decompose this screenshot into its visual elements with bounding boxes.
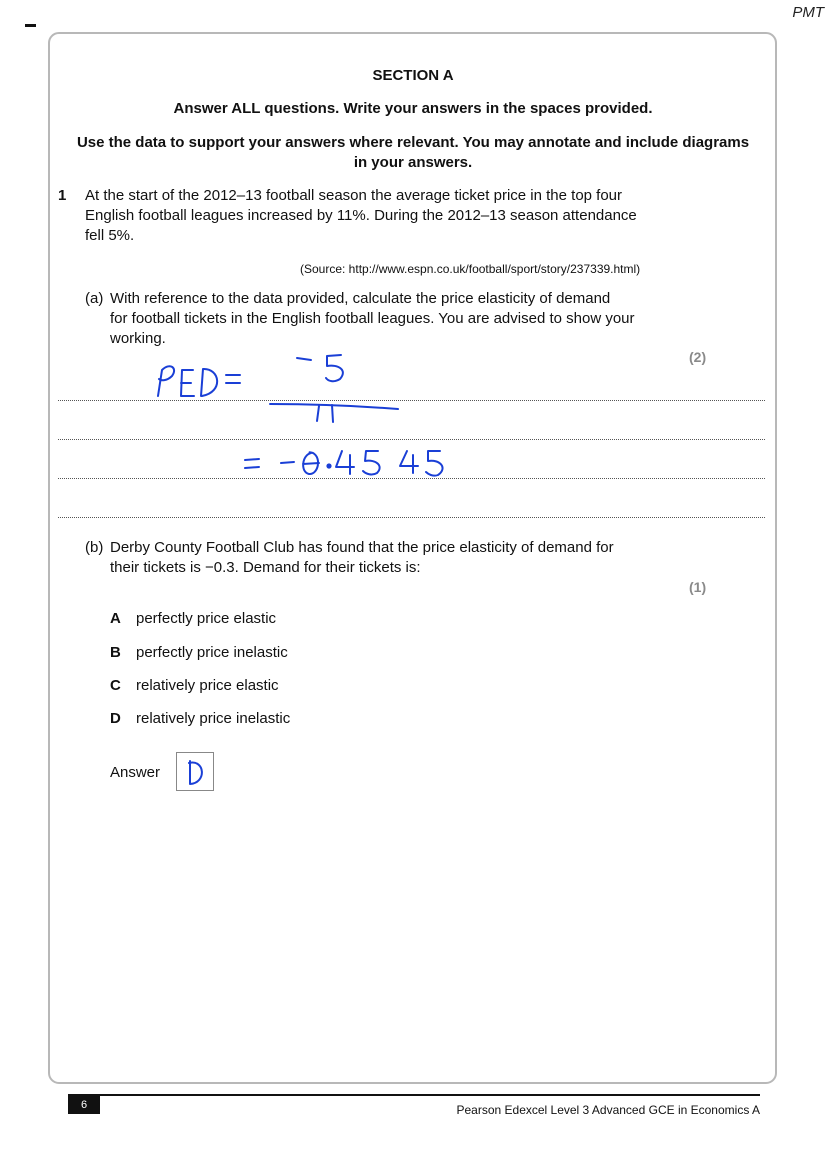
option-d-letter: D: [110, 710, 121, 727]
source-citation: (Source: http://www.espn.co.uk/football/sport/story/237339.html): [300, 262, 641, 276]
question-number: 1: [58, 187, 67, 204]
corner-mark: PMT: [792, 4, 824, 21]
option-c-text: relatively price elastic: [136, 677, 279, 694]
answer-box[interactable]: [176, 752, 214, 791]
part-b-marks: (1): [689, 579, 707, 595]
page-number: 6: [68, 1094, 100, 1114]
section-title: SECTION A: [372, 67, 454, 84]
part-a-label: (a): [85, 290, 104, 307]
part-b-line-1: Derby County Football Club has found that the price elasticity of demand for: [110, 539, 614, 556]
option-a-text: perfectly price elastic: [136, 610, 277, 627]
part-a-line-2: for football tickets in the English football leagues. You are advised to show your: [110, 310, 635, 327]
option-a-letter: A: [110, 610, 121, 627]
footer-rule: [68, 1094, 760, 1096]
part-a-line-3: working.: [110, 330, 166, 347]
part-a-line-1: With reference to the data provided, calculate the price elasticity of demand: [110, 290, 611, 307]
option-c-letter: C: [110, 677, 121, 694]
section-instruction-1: Answer ALL questions. Write your answers in the spaces provided.: [173, 100, 653, 117]
section-instruction-2-line-2: in your answers.: [353, 154, 473, 171]
handwritten-answer-d: [177, 753, 215, 792]
answer-label: Answer: [110, 764, 161, 781]
question-stem-line-3: fell 5%.: [85, 227, 135, 244]
option-d-text: relatively price inelastic: [136, 710, 291, 727]
option-b-letter: B: [110, 644, 121, 661]
part-b-line-2: their tickets is −0.3. Demand for their tickets is:: [110, 559, 421, 576]
part-b-label: (b): [85, 539, 104, 556]
question-stem-line-2: English football leagues increased by 11%. During the 2012–13 season attendance: [85, 207, 637, 224]
option-b-text: perfectly price inelastic: [136, 644, 288, 661]
section-instruction-2-line-1: Use the data to support your answers where relevant. You may annotate and include diagrams: [76, 134, 750, 151]
question-stem-line-1: At the start of the 2012–13 football season the average ticket price in the top four: [85, 187, 623, 204]
part-a-marks: (2): [689, 349, 707, 365]
footer-publisher: Pearson Edexcel Level 3 Advanced GCE in Economics A: [456, 1103, 760, 1114]
